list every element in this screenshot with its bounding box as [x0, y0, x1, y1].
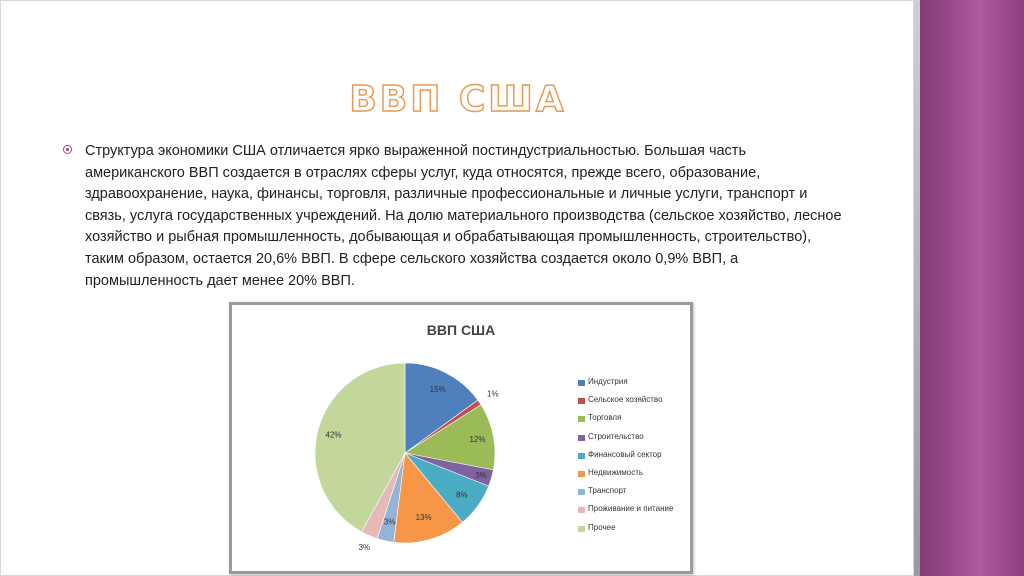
legend-swatch — [578, 489, 585, 495]
legend-label: Транспорт — [588, 486, 627, 496]
legend-swatch — [578, 398, 585, 404]
legend-swatch — [578, 526, 585, 532]
legend-swatch — [578, 380, 585, 386]
chart-title: ВВП США — [426, 322, 496, 338]
paragraph-text: Структура экономики США отличается ярко выраженной постиндустриальностью. Большая часть американского ВВП создается в отраслях сферы услуг, куда относятся, прежде всего, образование, здравоохранение, наука, финансы, торговля, различные профессиональные и личные услуги, транспорт и связь, услуга государственных учреждений. На долю материального производства (сельское хозяйство, лесное хозяйство и рыбная промышленность, добывающая и обрабатывающая промышленность, строительство), таким образом, остается 20,6% ВВП. В сфере сельского хозяйства создается около 0,9% ВВП, а промышленность дает менее 20% ВВП. — [85, 143, 842, 289]
slide-title: ВВП США — [349, 79, 567, 120]
slice-label-9: 42% — [325, 430, 342, 440]
legend-label: Финансовый сектор — [588, 449, 662, 459]
slice-label-2: 1% — [487, 389, 499, 399]
legend-swatch — [578, 435, 585, 441]
slice-label-4: 3% — [475, 471, 487, 481]
slice-label-1: 15% — [429, 384, 446, 394]
slice-label-6: 13% — [415, 512, 432, 522]
legend-swatch — [578, 507, 585, 513]
slice-label-8: 3% — [358, 543, 371, 553]
legend-label: Недвижимость — [588, 467, 644, 477]
legend-label: Индустрия — [588, 377, 628, 386]
legend-label: Торговля — [588, 413, 622, 423]
slice-label-3: 12% — [469, 435, 486, 445]
chart — [229, 302, 693, 574]
slice-label-5: 8% — [456, 490, 468, 500]
side-decoration — [914, 0, 1024, 576]
legend-label: Прочее — [588, 522, 616, 532]
legend-swatch — [578, 416, 585, 422]
legend-label: Строительство — [588, 431, 644, 441]
legend-label: Проживание и питание — [588, 504, 674, 514]
legend-swatch — [578, 453, 585, 459]
legend-swatch — [578, 471, 585, 477]
bullet-icon — [63, 145, 72, 154]
slice-label-7: 3% — [383, 517, 396, 527]
legend-label: Сельское хозяйство — [588, 395, 663, 405]
